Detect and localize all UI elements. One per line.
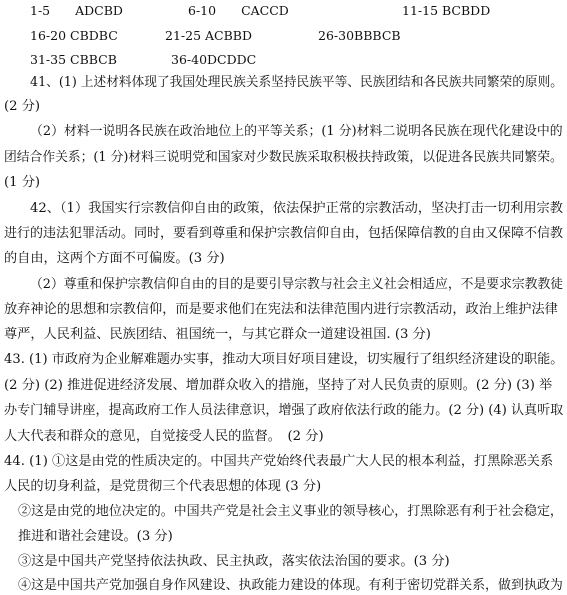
- answer-range-31-35: 31-35 CBBCB: [30, 52, 117, 67]
- q42-part2-line3: 尊严，人民利益、民族团结、祖国统一，与其它群众一道建设祖国. (3 分): [4, 327, 431, 342]
- q41-part2-score: (1 分): [4, 175, 41, 190]
- answer-range-6-10: 6-10 CACCD: [188, 3, 289, 18]
- answer-range-36-40: 36-40DCDDC: [171, 52, 257, 67]
- q41-part2-line1: （2）材料一说明各民族在政治地位上的平等关系；(1 分)材料二说明各民族在现代化建设中的: [30, 124, 563, 139]
- answer-range-1-5: 1-5 ADCBD: [30, 3, 123, 18]
- q44-point4-line: ④这是中国共产党加强自身作风建设、执政能力建设的体现。有利于密切党群关系，做到执政为: [18, 578, 563, 593]
- q42-part1-line2: 进行的违法犯罪活动。同时，要看到尊重和保护宗教信仰自由，包括保障信教的自由又保障不信教: [4, 226, 564, 241]
- q44-point2-line2: 推进和谐社会建设。(3 分): [18, 529, 173, 544]
- q41-part2-line2: 团结合作关系；(1 分)材料三说明党和国家对少数民族采取积极扶持政策，以促进各民族共同繁荣。: [4, 150, 563, 165]
- q42-part2-line2: 放弃神论的思想和宗教信仰，而是要求他们在宪法和法律范围内进行宗教活动，政治上维护法律: [4, 302, 558, 317]
- answer-range-21-25: 21-25 ACBBD: [165, 28, 252, 43]
- answer-range-11-15: 11-15 BCBDD: [402, 3, 491, 18]
- answer-range-16-20: 16-20 CBDBC: [30, 28, 118, 43]
- q41-part1-score: (2 分): [4, 99, 41, 114]
- q43-line3: 办专门辅导讲座，提高政府工作人员法律意识，增强了政府依法行政的能力。(2 分) (4) 认真听取: [4, 403, 564, 418]
- q43-line4: 人大代表和群众的意见，自觉接受人民的监督。 (2 分): [4, 429, 324, 444]
- q42-part2-line1: （2）尊重和保护宗教信仰自由的目的是要引导宗教与社会主义社会相适应，不是要求宗教教徒: [30, 277, 564, 292]
- q44-point2-line1: ②这是由党的地位决定的。中国共产党是社会主义事业的领导核心，打黑除恶有利于社会稳定，: [18, 504, 563, 519]
- q44-point1-line2: 人民的切身利益，是党贯彻三个代表思想的体现 (3 分): [4, 479, 322, 494]
- q42-part1-line3: 的自由，这两个方面不可偏废。(3 分): [4, 251, 225, 266]
- q42-part1-line1: 42、（1）我国实行宗教信仰自由的政策，依法保护正常的宗教活动，坚决打击一切利用宗教: [30, 201, 563, 216]
- q44-point1-line1: 44. (1) ①这是由党的性质决定的。中国共产党始终代表最广大人民的根本利益，打黑除恶关系: [4, 454, 554, 469]
- q41-part1-line: 41、(1) 上述材料体现了我国处理民族关系坚持民族平等、民族团结和各民族共同繁荣的原则。: [30, 75, 563, 90]
- q43-line2: (2 分) (2) 推进促进经济发展、增加群众收入的措施，坚持了对人民负责的原则。(2 分) (3) 举: [4, 378, 553, 393]
- answer-range-26-30: 26-30BBBCB: [318, 28, 401, 43]
- q44-point3-line: ③这是中国共产党坚持依法执政、民主执政，落实依法治国的要求。(3 分): [18, 554, 450, 569]
- q43-line1: 43. (1) 市政府为企业解难题办实事，推动大项目好项目建设，切实履行了组织经济建设的职能。: [4, 352, 564, 367]
